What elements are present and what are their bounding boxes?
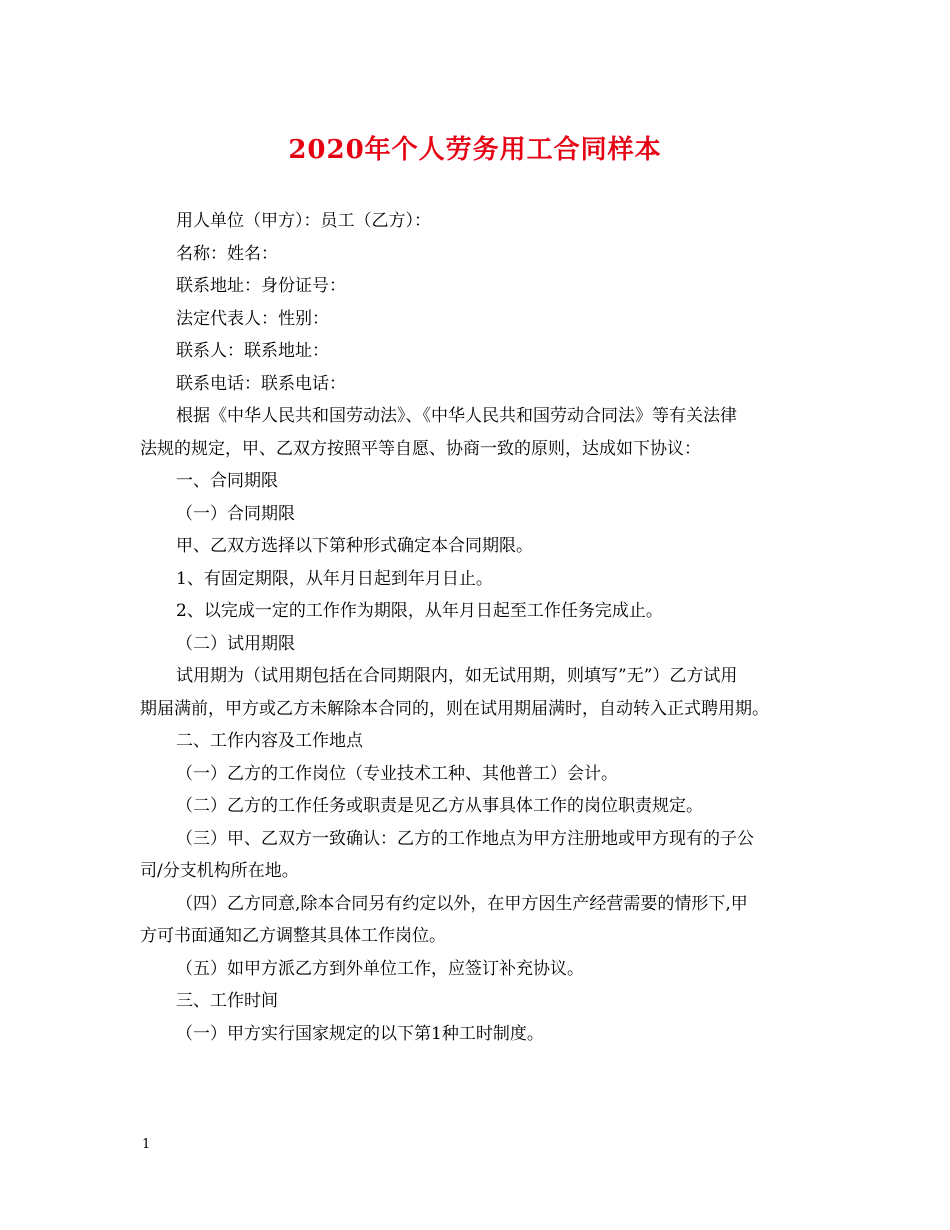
text-line: 法定代表人：性别： bbox=[176, 308, 329, 329]
text-line: 用人单位（甲方）：员工（乙方）： bbox=[176, 211, 431, 231]
text-line: 三、工作时间 bbox=[176, 991, 278, 1011]
text-line: 方可书面通知乙方调整其具体工作岗位。 bbox=[140, 926, 446, 946]
text-line: 甲、乙双方选择以下第种形式确定本合同期限。 bbox=[176, 536, 533, 556]
text-line: （二）乙方的工作任务或职责是见乙方从事具体工作的岗位职责规定。 bbox=[176, 796, 703, 816]
document-title: 2020年个人劳务用工合同样本 bbox=[288, 135, 662, 165]
text-line: （四）乙方同意,除本合同另有约定以外，在甲方因生产经营需要的情形下,甲 bbox=[176, 893, 748, 914]
text-line: 2、以完成一定的工作作为期限，从年月日起至工作任务完成止。 bbox=[176, 601, 663, 621]
text-line: （一）合同期限 bbox=[176, 503, 295, 524]
text-line: （三）甲、乙双方一致确认：乙方的工作地点为甲方注册地或甲方现有的子公 bbox=[176, 828, 754, 849]
text-line: 根据《中华人民共和国劳动法》、《中华人民共和国劳动合同法》等有关法律 bbox=[176, 406, 737, 426]
text-line: （五）如甲方派乙方到外单位工作，应签订补充协议。 bbox=[176, 958, 584, 979]
text-line: 二、工作内容及工作地点 bbox=[176, 731, 363, 751]
text-line: 期届满前，甲方或乙方未解除本合同的，则在试用期届满时，自动转入正式聘用期。 bbox=[140, 698, 769, 719]
text-line: 司/分支机构所在地。 bbox=[140, 861, 299, 881]
text-line: 联系人：联系地址： bbox=[176, 341, 329, 361]
text-line: 1、有固定期限，从年月日起到年月日止。 bbox=[176, 568, 493, 589]
text-line: 名称：姓名： bbox=[176, 243, 278, 264]
text-line: 一、合同期限 bbox=[176, 471, 278, 491]
text-line: （二）试用期限 bbox=[176, 633, 295, 654]
document-body bbox=[140, 205, 820, 1050]
text-line: 联系地址：身份证号： bbox=[176, 276, 346, 296]
page-number: 1 bbox=[142, 1137, 151, 1152]
text-line: 法规的规定，甲、乙双方按照平等自愿、协商一致的原则，达成如下协议： bbox=[140, 438, 701, 459]
text-line: 联系电话：联系电话： bbox=[176, 373, 346, 394]
text-line: （一）甲方实行国家规定的以下第1种工时制度。 bbox=[176, 1023, 544, 1044]
text-line: （一）乙方的工作岗位（专业技术工种、其他普工）会计。 bbox=[176, 763, 618, 784]
text-line: 试用期为（试用期包括在合同期限内，如无试用期，则填写”无”）乙方试用 bbox=[176, 666, 738, 686]
